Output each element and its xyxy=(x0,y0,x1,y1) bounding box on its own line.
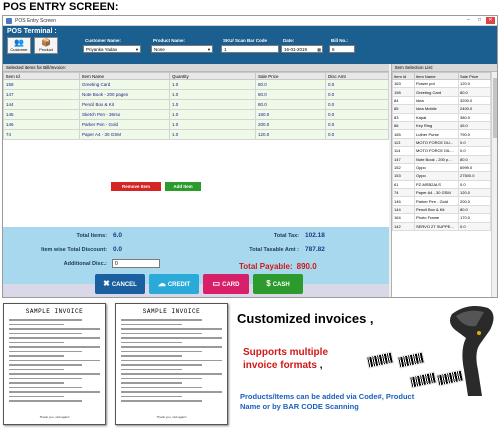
item-cell: Note Book - 200 p... xyxy=(415,155,459,163)
item-cell: 200.0 xyxy=(459,197,491,205)
list-item[interactable] xyxy=(393,138,491,146)
bill-cell: 145 xyxy=(4,110,80,120)
item-cell: 158 xyxy=(393,88,415,96)
list-item[interactable] xyxy=(393,130,491,138)
bill-panel xyxy=(3,64,389,227)
item-col-header[interactable]: Item Id xyxy=(393,73,415,80)
bill-col-header[interactable]: Disc Amt xyxy=(326,73,389,80)
bill-cell: 200.0 xyxy=(256,120,326,130)
customer-name-value: Priyanka Yadav xyxy=(86,47,118,52)
bill-panel-title: Selected items for Bill/Invoice: xyxy=(3,64,389,72)
item-cell: 0.0 xyxy=(459,138,491,146)
bill-cell: 1.0 xyxy=(170,80,256,90)
item-cell: Luther Purse xyxy=(415,130,459,138)
terminal-title: POS Terminal : xyxy=(7,28,57,35)
taxable-amount-value: 787.82 xyxy=(305,246,325,253)
total-items-label: Total Items: xyxy=(76,233,107,239)
bill-cell: 80.0 xyxy=(256,100,326,110)
total-tax-value: 102.18 xyxy=(305,232,325,239)
page-heading: POS ENTRY SCREEN: xyxy=(3,1,119,13)
item-cell: 61 xyxy=(393,180,415,188)
item-cell: Oppo xyxy=(415,172,459,180)
item-cell: Paper A4 - 30 GSM xyxy=(415,189,459,197)
list-item[interactable] xyxy=(393,155,491,163)
list-item[interactable] xyxy=(393,180,491,188)
bill-table xyxy=(3,72,389,140)
bill-cell: 1.0 xyxy=(170,130,256,140)
bill-cell: 80.0 xyxy=(256,90,326,100)
item-cell: 120.0 xyxy=(459,80,491,88)
item-cell: Parker Pen - Gold xyxy=(415,197,459,205)
barcode-label-icon xyxy=(397,351,425,368)
invoice-lines xyxy=(9,319,100,402)
chevron-down-icon: ▼ xyxy=(207,47,211,52)
additional-discount-input[interactable]: 0 xyxy=(112,259,160,268)
multiple-formats-comma: , xyxy=(316,360,323,371)
customer-name-label: Customer Name: xyxy=(85,38,122,43)
list-item[interactable] xyxy=(393,189,491,197)
bill-no-field[interactable]: 6 xyxy=(329,45,355,53)
table-row[interactable] xyxy=(4,110,389,120)
card-icon: ▭ xyxy=(212,279,221,288)
bill-cell: 120.0 xyxy=(256,130,326,140)
item-discount-value: 0.0 xyxy=(113,246,123,253)
total-payable-value: 890.0 xyxy=(296,262,317,271)
customized-invoices-heading: Customized invoices , xyxy=(237,311,374,326)
add-item-button[interactable]: Add Item xyxy=(165,182,201,191)
sku-input[interactable]: 1 xyxy=(221,45,279,53)
bill-cell: 80.0 xyxy=(256,80,326,90)
item-table xyxy=(392,72,491,231)
cancel-button[interactable] xyxy=(95,274,145,294)
item-cell: 142 xyxy=(393,222,415,230)
item-cell: 153 xyxy=(393,172,415,180)
list-item[interactable] xyxy=(393,172,491,180)
bill-cell: 0.0 xyxy=(326,90,389,100)
item-col-header[interactable]: Sale Price xyxy=(459,73,491,80)
bill-cell: 0.0 xyxy=(326,100,389,110)
additional-discount-label: Additional Disc.: xyxy=(63,261,107,267)
item-cell: Greeting Card xyxy=(415,88,459,96)
list-item[interactable] xyxy=(393,105,491,113)
bill-cell: 0.0 xyxy=(326,120,389,130)
cash-button[interactable] xyxy=(253,274,303,294)
bill-cell: Sketch Pen - 36rso xyxy=(80,110,170,120)
item-cell: 45.0 xyxy=(459,121,491,129)
bill-cell: 1.0 xyxy=(170,110,256,120)
list-item[interactable] xyxy=(393,80,491,88)
item-cell: 120.0 xyxy=(459,189,491,197)
item-cell: 146 xyxy=(393,197,415,205)
list-item[interactable] xyxy=(393,214,491,222)
total-tax-label: Total Tax: xyxy=(273,233,299,239)
item-cell: 147 xyxy=(393,155,415,163)
product-name-value: None xyxy=(154,47,165,52)
barcode-support-line1: Products/Items can be added via Code#, Product xyxy=(240,392,415,401)
window-titlebar xyxy=(3,16,497,26)
list-item[interactable] xyxy=(393,147,491,155)
scrollbar-thumb[interactable] xyxy=(493,78,497,138)
item-cell: 0.0 xyxy=(459,147,491,155)
cash-label: CASH xyxy=(272,282,290,288)
remove-item-button[interactable]: Remove Item xyxy=(111,182,161,191)
bill-cell: 1.0 xyxy=(170,120,256,130)
item-cell: 0.0 xyxy=(459,180,491,188)
bill-cell: 1.0 xyxy=(170,90,256,100)
bill-col-header[interactable]: Sale Price xyxy=(256,73,326,80)
bill-no-label: Bill No.: xyxy=(331,38,348,43)
item-cell: 170.0 xyxy=(459,214,491,222)
item-selection-panel xyxy=(391,64,497,298)
item-col-header[interactable]: Item Name xyxy=(415,73,459,80)
bill-cell: 0.0 xyxy=(326,130,389,140)
bill-cell: Paper A4 - 30 GSM xyxy=(80,130,170,140)
bill-cell: 160.0 xyxy=(256,110,326,120)
item-cell: 80.0 xyxy=(459,155,491,163)
item-cell: PZ-MSB2ALS xyxy=(415,180,459,188)
credit-button[interactable] xyxy=(149,274,199,294)
item-cell: 2400.0 xyxy=(459,105,491,113)
item-cell: 114 xyxy=(393,147,415,155)
list-item[interactable] xyxy=(393,121,491,129)
window-title: POS Entry Screen xyxy=(15,18,56,24)
sample-invoice-a4 xyxy=(115,303,228,425)
item-cell: 80.0 xyxy=(459,88,491,96)
item-cell: Flower pot xyxy=(415,80,459,88)
pos-header xyxy=(3,26,497,64)
product-button-label: Product xyxy=(39,47,53,52)
date-field[interactable] xyxy=(281,45,323,53)
item-discount-label: Item wise Total Discount: xyxy=(41,247,107,253)
item-cell: Pencil Box & Kit xyxy=(415,205,459,213)
maximize-button[interactable]: □ xyxy=(477,17,482,23)
date-label: Date: xyxy=(283,38,295,43)
customer-icon: 👥 xyxy=(14,38,24,47)
calendar-icon: ▦ xyxy=(317,47,321,52)
bill-col-header[interactable]: Quantity xyxy=(170,73,256,80)
bill-cell: Pencil Box & Kit xyxy=(80,100,170,110)
item-cell: MOTO FORCE DIL... xyxy=(415,147,459,155)
bill-cell: 158 xyxy=(4,80,80,90)
item-cell: Oppo xyxy=(415,163,459,171)
product-button[interactable] xyxy=(34,37,58,54)
item-cell: 113 xyxy=(393,138,415,146)
bill-col-header[interactable]: Item Id xyxy=(4,73,80,80)
table-row[interactable] xyxy=(4,120,389,130)
total-payable xyxy=(239,262,317,271)
item-cell: 144 xyxy=(393,205,415,213)
bill-col-header[interactable]: Item Name xyxy=(80,73,170,80)
minimize-button[interactable]: – xyxy=(467,17,470,23)
bill-cell: 144 xyxy=(4,100,80,110)
item-cell: 163 xyxy=(393,80,415,88)
barcode-scanner-icon xyxy=(446,300,500,400)
item-cell: Photo Frame xyxy=(415,214,459,222)
item-cell: 6999.0 xyxy=(459,163,491,171)
bill-cell: 146 xyxy=(4,120,80,130)
bill-cell: 147 xyxy=(4,90,80,100)
bill-cell: Greeting Card xyxy=(80,80,170,90)
item-list-scrollbar[interactable] xyxy=(491,72,497,298)
item-cell: 165 xyxy=(393,130,415,138)
bill-cell: Note Book - 200 pages xyxy=(80,90,170,100)
credit-label: CREDIT xyxy=(167,282,191,288)
item-cell: 84 xyxy=(393,96,415,104)
bill-cell: 0.0 xyxy=(326,80,389,90)
date-value: 16-01-2019 xyxy=(284,47,308,52)
invoice-thanks: Thank you, visit again! xyxy=(156,415,187,419)
card-button[interactable] xyxy=(203,274,249,294)
bill-cell: 74 xyxy=(4,130,80,140)
customer-name-select[interactable] xyxy=(83,45,141,53)
item-cell: 0.0 xyxy=(459,222,491,230)
list-item[interactable] xyxy=(393,205,491,213)
total-items-value: 6.0 xyxy=(113,232,123,239)
item-panel-title: Item Selection List: xyxy=(392,64,497,72)
cash-icon: $ xyxy=(266,279,271,288)
sample-invoice-receipt xyxy=(3,303,106,425)
barcode-support-text xyxy=(240,392,414,412)
multiple-formats-heading xyxy=(243,346,328,372)
table-row[interactable] xyxy=(4,100,389,110)
list-item[interactable] xyxy=(393,96,491,104)
bill-cell: Parker Pen - Gold xyxy=(80,120,170,130)
invoice-lines xyxy=(121,319,222,402)
credit-icon: ☁ xyxy=(157,279,166,288)
list-item[interactable] xyxy=(393,197,491,205)
bill-cell: 0.0 xyxy=(326,110,389,120)
item-cell: 3200.0 xyxy=(459,96,491,104)
bill-cell: 1.0 xyxy=(170,100,256,110)
item-cell: 152 xyxy=(393,163,415,171)
barcode-support-line2: Name or by BAR CODE Scanning xyxy=(240,402,359,411)
item-cell: Idea xyxy=(415,96,459,104)
invoice-title: SAMPLE INVOICE xyxy=(25,308,84,315)
app-icon xyxy=(6,18,12,24)
item-cell: 85 xyxy=(393,105,415,113)
item-cell: Kapal xyxy=(415,113,459,121)
table-row[interactable] xyxy=(4,80,389,90)
product-name-label: Product Name: xyxy=(153,38,186,43)
item-cell: 790.0 xyxy=(459,130,491,138)
customer-button[interactable] xyxy=(7,37,31,54)
product-icon: 📦 xyxy=(41,38,51,47)
item-cell: 86 xyxy=(393,121,415,129)
multiple-formats-line2: invoice formats xyxy=(243,360,317,371)
item-cell: 80.0 xyxy=(459,205,491,213)
item-cell: 27500.0 xyxy=(459,172,491,180)
item-cell: 380.0 xyxy=(459,113,491,121)
invoice-title: SAMPLE INVOICE xyxy=(142,308,201,315)
item-cell: 74 xyxy=(393,189,415,197)
item-cell: SERVO 2T SUPPE... xyxy=(415,222,459,230)
sku-label: SKU/ Scan Bar Code xyxy=(223,38,268,43)
multiple-formats-line1: Supports multiple xyxy=(243,347,328,358)
table-row[interactable] xyxy=(4,90,389,100)
cancel-label: CANCEL xyxy=(111,282,137,288)
item-cell: MOTO FORCE DU... xyxy=(415,138,459,146)
pos-window xyxy=(2,15,498,298)
item-cell: 164 xyxy=(393,214,415,222)
taxable-amount-label: Total Taxable Amt : xyxy=(249,247,299,253)
cancel-icon: ✖ xyxy=(103,279,110,288)
close-button[interactable]: ✕ xyxy=(486,17,495,24)
item-cell: Idea Mobile xyxy=(415,105,459,113)
chevron-down-icon: ▼ xyxy=(135,47,139,52)
invoice-thanks: Thank you, visit again! xyxy=(39,415,70,419)
total-payable-label: Total Payable: xyxy=(239,262,293,271)
list-item[interactable] xyxy=(393,163,491,171)
item-cell: Key Ring xyxy=(415,121,459,129)
customer-button-label: Customer xyxy=(10,47,28,52)
item-cell: 83 xyxy=(393,113,415,121)
barcode-label-icon xyxy=(409,371,437,388)
table-row[interactable] xyxy=(4,130,389,140)
list-item[interactable] xyxy=(393,222,491,230)
barcode-label-icon xyxy=(366,351,394,368)
card-label: CARD xyxy=(222,282,240,288)
product-name-select[interactable] xyxy=(151,45,213,53)
list-item[interactable] xyxy=(393,88,491,96)
list-item[interactable] xyxy=(393,113,491,121)
